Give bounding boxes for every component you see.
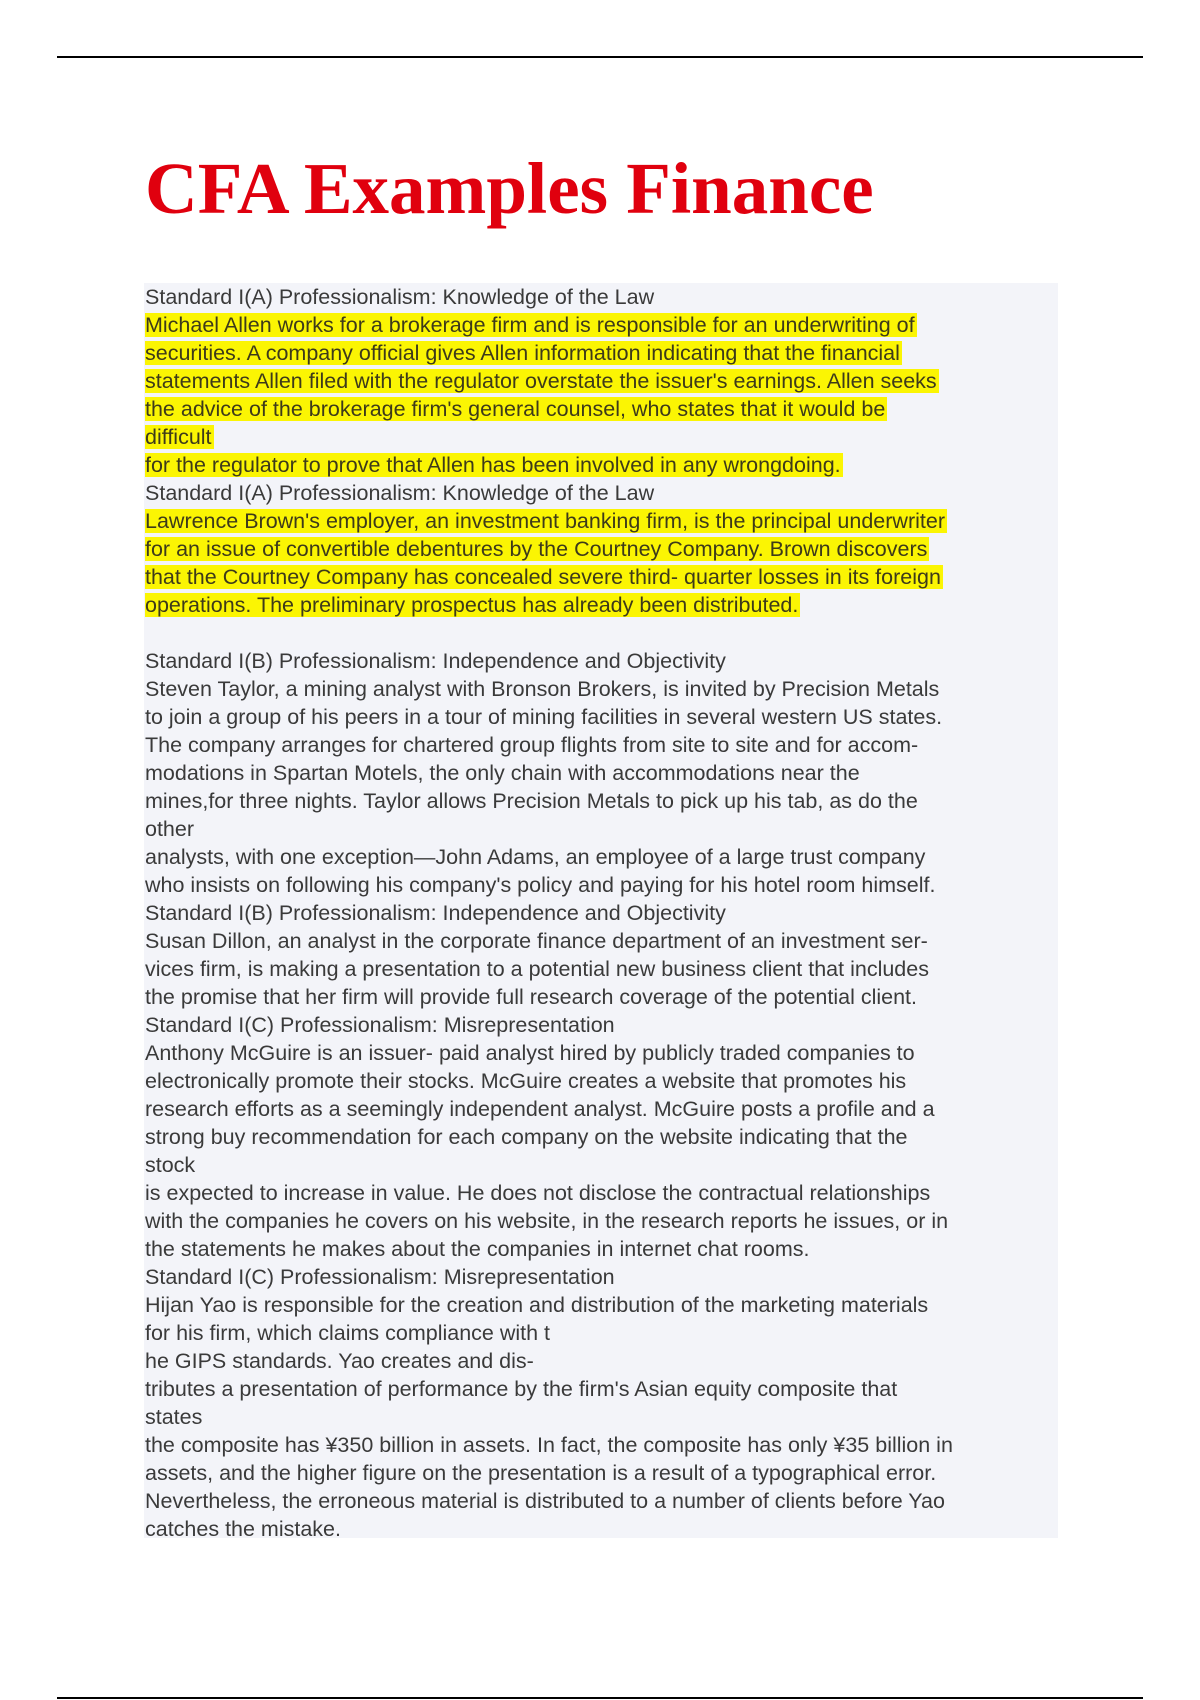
text-line	[144, 283, 1058, 311]
line-text: Standard I(C) Professionalism: Misrepresentation	[145, 1265, 615, 1289]
text-line	[144, 703, 1058, 731]
line-text: securities. A company official gives Allen information indicating that the financial	[145, 341, 900, 365]
text-line	[144, 815, 1058, 843]
line-text: Nevertheless, the erroneous material is distributed to a number of clients before Yao	[145, 1489, 945, 1513]
highlighted-text-line	[144, 451, 1058, 479]
line-text: Standard I(B) Professionalism: Independence and Objectivity	[145, 649, 726, 673]
text-line	[144, 675, 1058, 703]
text-line	[144, 1067, 1058, 1095]
line-text: for an issue of convertible debentures by the Courtney Company. Brown discovers	[145, 537, 928, 561]
text-line	[144, 1459, 1058, 1487]
line-text: analysts, with one exception—John Adams, an employee of a large trust company	[145, 845, 926, 869]
line-text: Standard I(C) Professionalism: Misrepresentation	[145, 1013, 615, 1037]
page-title: CFA Examples Finance	[145, 148, 874, 229]
text-line	[144, 1039, 1058, 1067]
line-text: with the companies he covers on his website, in the research reports he issues, or in	[145, 1209, 949, 1233]
text-line	[144, 619, 1058, 647]
line-text: statements Allen filed with the regulator overstate the issuer's earnings. Allen seeks	[145, 369, 937, 393]
line-text: mines,for three nights. Taylor allows Precision Metals to pick up his tab, as do the	[145, 789, 918, 813]
line-text: who insists on following his company's policy and paying for his hotel room himself.	[145, 873, 936, 897]
highlighted-text-line	[144, 339, 1058, 367]
line-text: Michael Allen works for a brokerage firm and is responsible for an underwriting of	[145, 313, 915, 337]
text-line	[144, 1123, 1058, 1151]
line-text: the statements he makes about the companies in internet chat rooms.	[145, 1237, 810, 1261]
text-line	[144, 1487, 1058, 1515]
text-line	[144, 1291, 1058, 1319]
line-text: to join a group of his peers in a tour of mining facilities in several western US states.	[145, 705, 943, 729]
text-line	[144, 1011, 1058, 1039]
text-line	[144, 1095, 1058, 1123]
text-line	[144, 843, 1058, 871]
line-text: research efforts as a seemingly independent analyst. McGuire posts a profile and a	[145, 1097, 935, 1121]
line-text: tributes a presentation of performance by the firm's Asian equity composite that	[145, 1377, 898, 1401]
text-line	[144, 1431, 1058, 1459]
text-line	[144, 1515, 1058, 1543]
highlighted-text-line	[144, 367, 1058, 395]
line-text: the advice of the brokerage firm's general counsel, who states that it would be	[145, 397, 886, 421]
text-line	[144, 1151, 1058, 1179]
text-line	[144, 1403, 1058, 1431]
line-text: for the regulator to prove that Allen has been involved in any wrongdoing.	[145, 453, 841, 477]
line-text: Steven Taylor, a mining analyst with Bronson Brokers, is invited by Precision Metals	[145, 677, 940, 701]
text-line	[144, 759, 1058, 787]
text-line	[144, 1263, 1058, 1291]
line-text: vices firm, is making a presentation to a potential new business client that includes	[145, 957, 929, 981]
line-text: strong buy recommendation for each company on the website indicating that the	[145, 1125, 908, 1149]
line-text: for his firm, which claims compliance with t	[145, 1321, 551, 1345]
line-text: Standard I(B) Professionalism: Independence and Objectivity	[145, 901, 726, 925]
text-line	[144, 927, 1058, 955]
line-text: difficult	[145, 425, 212, 449]
highlighted-text-line	[144, 395, 1058, 423]
line-text: Hijan Yao is responsible for the creation and distribution of the marketing materials	[145, 1293, 929, 1317]
highlighted-text-line	[144, 591, 1058, 619]
line-text: is expected to increase in value. He does not disclose the contractual relationships	[145, 1181, 931, 1205]
line-text: Standard I(A) Professionalism: Knowledge of the Law	[145, 285, 655, 309]
line-text: The company arranges for chartered group flights from site to site and for accom-	[145, 733, 919, 757]
text-line	[144, 787, 1058, 815]
text-line	[144, 647, 1058, 675]
text-line	[144, 479, 1058, 507]
line-text: the composite has ¥350 billion in assets. In fact, the composite has only ¥35 billion in	[145, 1433, 953, 1457]
line-text: Anthony McGuire is an issuer- paid analyst hired by publicly traded companies to	[145, 1041, 915, 1065]
line-text: he GIPS standards. Yao creates and dis-	[145, 1349, 534, 1373]
line-text: operations. The preliminary prospectus has already been distributed.	[145, 593, 799, 617]
line-text: other	[145, 817, 195, 841]
text-line	[144, 1319, 1058, 1347]
line-text: Lawrence Brown's employer, an investment banking firm, is the principal underwriter	[145, 509, 945, 533]
text-line	[144, 899, 1058, 927]
text-line	[144, 1347, 1058, 1375]
text-line	[144, 731, 1058, 759]
highlighted-text-line	[144, 507, 1058, 535]
highlighted-text-line	[144, 311, 1058, 339]
footer-rule	[57, 1697, 1143, 1699]
document-body	[144, 283, 1058, 1541]
text-line	[144, 983, 1058, 1011]
line-text: Susan Dillon, an analyst in the corporate finance department of an investment ser-	[145, 929, 928, 953]
text-line	[144, 1207, 1058, 1235]
line-text: Standard I(A) Professionalism: Knowledge of the Law	[145, 481, 655, 505]
text-line	[144, 1179, 1058, 1207]
line-text: stock	[145, 1153, 196, 1177]
header-rule	[57, 56, 1143, 58]
line-text: catches the mistake.	[145, 1517, 341, 1541]
highlighted-text-line	[144, 563, 1058, 591]
line-text: that the Courtney Company has concealed severe third- quarter losses in its foreign	[145, 565, 941, 589]
highlighted-text-line	[144, 423, 1058, 451]
line-text: modations in Spartan Motels, the only chain with accommodations near the	[145, 761, 860, 785]
line-text: electronically promote their stocks. McGuire creates a website that promotes his	[145, 1069, 907, 1093]
text-line	[144, 1235, 1058, 1263]
line-text: the promise that her firm will provide full research coverage of the potential client.	[145, 985, 917, 1009]
line-text: states	[145, 1405, 203, 1429]
text-line	[144, 1375, 1058, 1403]
text-line	[144, 871, 1058, 899]
line-text: assets, and the higher figure on the presentation is a result of a typographical error.	[145, 1461, 937, 1485]
text-line	[144, 955, 1058, 983]
highlighted-text-line	[144, 535, 1058, 563]
